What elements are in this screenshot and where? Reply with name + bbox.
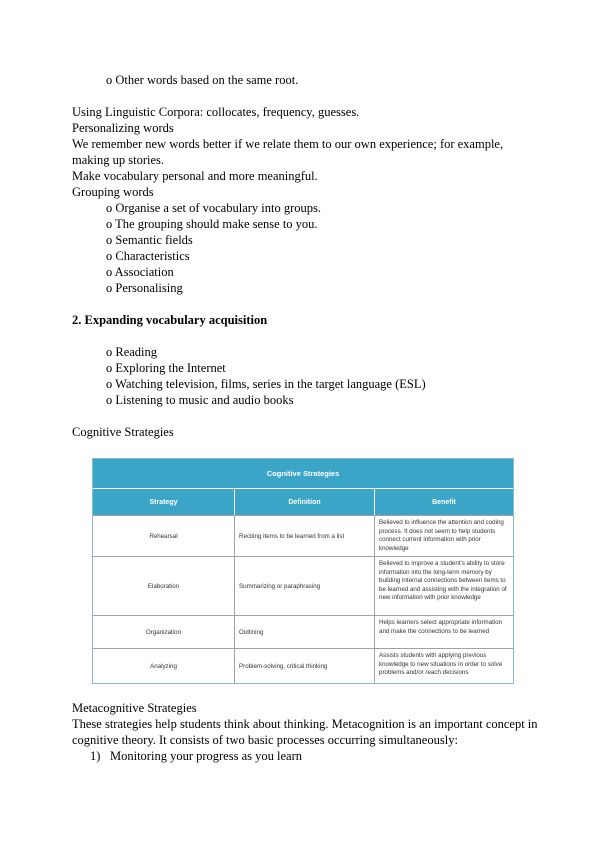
grouping-item: o Characteristics [106, 249, 190, 263]
table-row [93, 615, 513, 648]
cell-definition: Reciting items to be learned from a list [235, 516, 375, 556]
numbered-list-item [90, 748, 302, 764]
table-row [93, 556, 513, 615]
cell-strategy: Organization [93, 616, 235, 648]
metacognitive-paragraph-line-2: cognitive theory. It consists of two basic processes occurring simultaneously: [72, 733, 458, 747]
table-row [93, 515, 513, 556]
cell-strategy: Analyzing [93, 649, 235, 683]
header-strategy: Strategy [93, 489, 235, 516]
linguistic-corpora-line: Using Linguistic Corpora: collocates, frequency, guesses. [72, 105, 360, 119]
grouping-item: o Personalising [106, 281, 183, 295]
cell-benefit: Helps learners select appropriate information and make the connections to be learned [379, 619, 503, 635]
grouping-item: o Semantic fields [106, 233, 193, 247]
expanding-heading: 2. Expanding vocabulary acquisition [72, 313, 268, 327]
metacognitive-paragraph-line-1: These strategies help students think about thinking. Metacognition is an important concept in [72, 717, 538, 731]
cell-strategy: Rehearsal [93, 516, 235, 556]
cell-strategy: Elaboration [93, 557, 235, 615]
cell-benefit: Believed to improve a student's ability to store information into the long-term memory by building internal connections between items to be learned and assisting with the integration of new information with prior knowledge [379, 560, 507, 601]
personalizing-heading: Personalizing words [72, 121, 174, 135]
cognitive-strategies-table [92, 458, 514, 684]
list-number: 1) [90, 749, 101, 763]
table-header-row [93, 488, 513, 516]
table-title: Cognitive Strategies [93, 459, 513, 488]
header-benefit: Benefit [432, 499, 456, 506]
cognitive-heading: Cognitive Strategies [72, 425, 174, 439]
expanding-item: o Reading [106, 345, 158, 359]
cell-benefit: Believed to influence the attention and coding process. It does not seem to help students connect current information with prior knowledge [379, 519, 504, 552]
grouping-item: o Association [106, 265, 174, 279]
table-row [93, 648, 513, 683]
list-item: o Other words based on the same root. [106, 73, 299, 87]
expanding-item: o Watching television, films, series in the target language (ESL) [106, 377, 426, 391]
grouping-heading: Grouping words [72, 185, 154, 199]
personalizing-paragraph-2: Make vocabulary personal and more meaningful. [72, 169, 318, 183]
expanding-item: o Listening to music and audio books [106, 393, 294, 407]
cell-definition: Problem-solving, critical thinking [235, 649, 375, 683]
cell-definition: Outlining [235, 616, 375, 648]
expanding-item: o Exploring the Internet [106, 361, 226, 375]
header-definition: Definition [235, 489, 375, 516]
metacognitive-heading: Metacognitive Strategies [72, 701, 197, 715]
grouping-item: o The grouping should make sense to you. [106, 217, 318, 231]
cell-definition: Summarizing or paraphrasing [235, 557, 375, 615]
cell-benefit: Assists students with applying previous knowledge to new situations in order to solve problems and/or reach decisions [379, 652, 503, 676]
list-item-text: Monitoring your progress as you learn [110, 749, 302, 763]
personalizing-paragraph-line-1: We remember new words better if we relate them to our own experience; for example, [72, 137, 504, 151]
grouping-item: o Organise a set of vocabulary into groups. [106, 201, 321, 215]
personalizing-paragraph-line-2: making up stories. [72, 153, 165, 167]
